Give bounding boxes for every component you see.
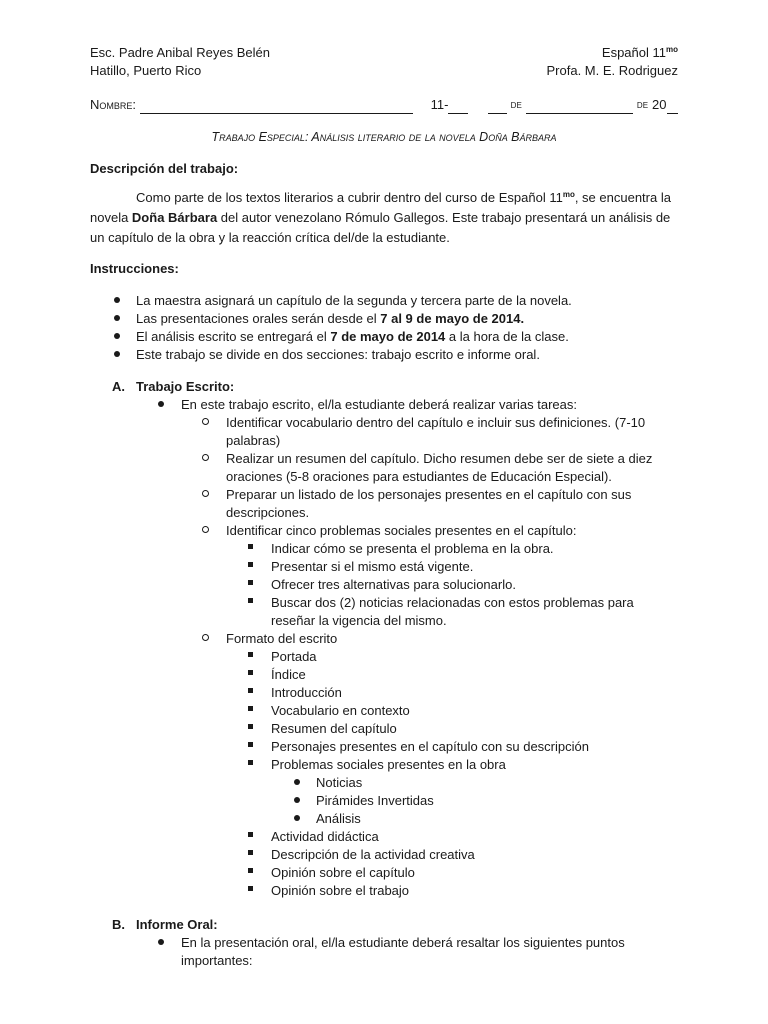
de-label-2: de (636, 99, 649, 111)
square-bullet-icon (248, 598, 253, 603)
descripcion-heading: Descripción del trabajo: (90, 161, 239, 176)
list-item (90, 666, 678, 684)
document-page (90, 44, 678, 970)
item-text: Formato del escrito (226, 631, 338, 646)
list-item (90, 684, 678, 702)
section-letter: A. (112, 379, 125, 394)
item-text: En este trabajo escrito, el/la estudiante deberá realizar varias tareas: (181, 397, 577, 412)
list-item (90, 346, 678, 364)
square-bullet-icon (248, 886, 253, 891)
year-prefix: 20 (652, 97, 667, 112)
item-text: Ofrecer tres alternativas para solucionarlo. (271, 577, 516, 592)
course-superscript: mo (666, 45, 678, 54)
instruction-date: 7 de mayo de 2014 (330, 329, 446, 344)
bullet-icon (294, 797, 300, 803)
list-item (90, 846, 678, 864)
bullet-icon (114, 333, 120, 339)
bullet-icon (158, 401, 164, 407)
bullet-icon (114, 351, 120, 357)
item-text: Opinión sobre el capítulo (271, 865, 415, 880)
item-text: Noticias (316, 775, 363, 790)
list-item (90, 738, 678, 756)
list-item (90, 630, 678, 648)
square-bullet-icon (248, 742, 253, 747)
list-item (90, 702, 678, 720)
instruction-text: El análisis escrito se entregará el (136, 329, 331, 344)
circle-bullet-icon (202, 634, 209, 641)
item-text: En la presentación oral, el/la estudiante deberá resaltar los siguientes puntos importantes: (181, 935, 625, 968)
name-label: Nombre: (90, 97, 137, 112)
year-blank[interactable] (667, 100, 678, 114)
novel-title: Doña Bárbara (131, 210, 218, 225)
item-text: Índice (271, 667, 306, 682)
trabajo-escrito-heading (90, 378, 678, 396)
list-item (90, 720, 678, 738)
circle-bullet-icon (202, 526, 209, 533)
circle-bullet-icon (202, 454, 209, 461)
list-item (90, 540, 678, 558)
course-text: Español 11 (601, 45, 666, 60)
list-item (90, 292, 678, 310)
list-item (90, 558, 678, 576)
square-bullet-icon (248, 868, 253, 873)
document-title: Trabajo Especial: Análisis literario de la novela Doña Bárbara (211, 130, 557, 144)
de-label-1: de (510, 99, 522, 111)
instruction-text: Las presentaciones orales serán desde el (136, 311, 381, 326)
list-item (90, 864, 678, 882)
day-blank[interactable] (488, 100, 507, 114)
school-town: Hatillo, Puerto Rico (90, 63, 202, 78)
section-informe-oral (90, 916, 678, 970)
square-bullet-icon (248, 544, 253, 549)
item-text: Problemas sociales presentes en la obra (271, 757, 506, 772)
list-item (90, 774, 678, 792)
item-text: Análisis (316, 811, 361, 826)
square-bullet-icon (248, 706, 253, 711)
month-blank[interactable] (526, 100, 633, 114)
header-row-2 (90, 62, 678, 80)
square-bullet-icon (248, 670, 253, 675)
circle-bullet-icon (202, 490, 209, 497)
bullet-icon (294, 815, 300, 821)
instruction-dates: 7 al 9 de mayo de 2014. (380, 311, 525, 326)
item-text: Preparar un listado de los personajes presentes en el capítulo con sus descripciones. (226, 487, 632, 520)
item-text: Presentar si el mismo está vigente. (271, 559, 474, 574)
list-item (90, 882, 678, 900)
instruction-text: a la hora de la clase. (445, 329, 569, 344)
item-text: Portada (271, 649, 317, 664)
item-text: Actividad didáctica (271, 829, 379, 844)
list-item (90, 594, 678, 630)
bullet-icon (294, 779, 300, 785)
square-bullet-icon (248, 760, 253, 765)
list-item (90, 792, 678, 810)
item-text: Buscar dos (2) noticias relacionadas con estos problemas para reseñar la vigencia del mismo. (271, 595, 634, 628)
descripcion-text-1: Como parte de los textos literarios a cubrir dentro del curso de Español 11 (136, 190, 563, 205)
list-item (90, 414, 678, 450)
list-item (90, 310, 678, 328)
item-text: Resumen del capítulo (271, 721, 397, 736)
square-bullet-icon (248, 850, 253, 855)
item-text: Descripción de la actividad creativa (271, 847, 475, 862)
descripcion-text-2: , se encuentra la novela (90, 190, 671, 225)
bullet-icon (114, 315, 120, 321)
item-text: Realizar un resumen del capítulo. Dicho resumen debe ser de siete a diez oraciones (5-8 oraciones para estudiantes de Educación Especial). (226, 451, 653, 484)
list-item (90, 396, 678, 414)
item-text: Pirámides Invertidas (316, 793, 434, 808)
section-trabajo-escrito (90, 378, 678, 900)
informe-oral-heading (90, 916, 678, 934)
list-item (90, 648, 678, 666)
instruction-text: La maestra asignará un capítulo de la segunda y tercera parte de la novela. (136, 293, 572, 308)
teacher-name: Profa. M. E. Rodriguez (546, 63, 678, 78)
descripcion-paragraph (90, 188, 678, 248)
descripcion-superscript: mo (562, 190, 575, 199)
list-item (90, 934, 678, 970)
square-bullet-icon (248, 832, 253, 837)
name-blank[interactable] (140, 100, 413, 114)
group-blank[interactable] (448, 100, 467, 114)
list-item (90, 810, 678, 828)
list-item (90, 450, 678, 486)
instrucciones-heading: Instrucciones: (90, 261, 179, 276)
square-bullet-icon (248, 580, 253, 585)
list-item (90, 756, 678, 774)
list-item (90, 328, 678, 346)
list-item (90, 522, 678, 540)
item-text: Identificar cinco problemas sociales presentes en el capítulo: (226, 523, 577, 538)
item-text: Vocabulario en contexto (271, 703, 410, 718)
school-name: Esc. Padre Anibal Reyes Belén (90, 45, 270, 60)
student-info-line (90, 96, 678, 114)
square-bullet-icon (248, 688, 253, 693)
bullet-icon (114, 297, 120, 303)
item-text: Personajes presentes en el capítulo con su descripción (271, 739, 589, 754)
square-bullet-icon (248, 652, 253, 657)
item-text: Introducción (271, 685, 342, 700)
section-letter: B. (112, 917, 125, 932)
list-item (90, 486, 678, 522)
instrucciones-list (90, 292, 678, 364)
circle-bullet-icon (202, 418, 209, 425)
section-title: Trabajo Escrito: (136, 379, 235, 394)
square-bullet-icon (248, 562, 253, 567)
instruction-text: Este trabajo se divide en dos secciones: trabajo escrito e informe oral. (136, 347, 540, 362)
descripcion-text-3: del autor venezolano Rómulo Gallegos. Este trabajo presentará un análisis de un capítulo de la obra y la reacción crítica del/de la estudiante. (90, 210, 671, 245)
item-text: Opinión sobre el trabajo (271, 883, 410, 898)
list-item (90, 576, 678, 594)
section-title: Informe Oral: (136, 917, 218, 932)
bullet-icon (158, 939, 164, 945)
square-bullet-icon (248, 724, 253, 729)
list-item (90, 828, 678, 846)
item-text: Indicar cómo se presenta el problema en la obra. (271, 541, 554, 556)
item-text: Identificar vocabulario dentro del capítulo e incluir sus definiciones. (7-10 palabras) (226, 415, 646, 448)
group-prefix: 11- (430, 97, 449, 112)
course-name (602, 44, 678, 62)
header-row-1 (90, 44, 678, 62)
